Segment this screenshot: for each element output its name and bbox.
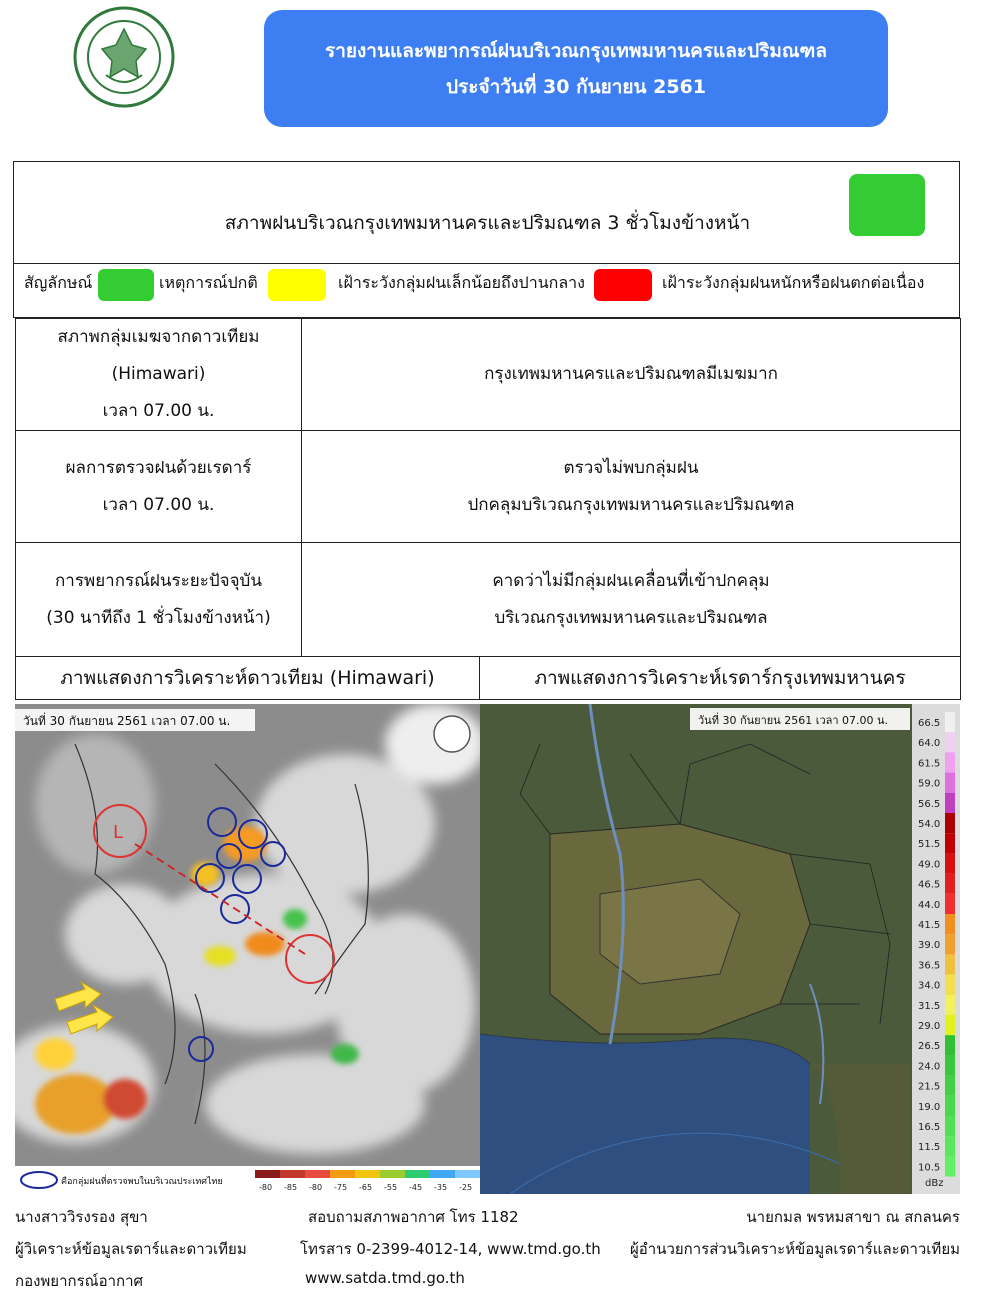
row-value-radar: ตรวจไม่พบกลุ่มฝน ปกคลุมบริเวณกรุงเทพมหานครและปริมณฑล (302, 431, 961, 543)
dbz-label: 66.5 (918, 718, 941, 729)
legend-swatch-green (98, 269, 154, 301)
sat-scale-swatch (255, 1170, 280, 1178)
dbz-swatch (945, 934, 955, 954)
tmd-logo (72, 5, 176, 109)
dbz-label: 24.0 (918, 1061, 941, 1073)
sat-scale-label: -80 (259, 1183, 273, 1192)
dbz-label: 61.5 (918, 758, 941, 770)
satellite-image-header: ภาพแสดงการวิเคราะห์ดาวเทียม (Himawari) (15, 656, 480, 700)
dbz-label: 51.5 (918, 839, 941, 851)
sat-scale-swatch (355, 1170, 380, 1178)
legend-prefix: สัญลักษณ์ (24, 273, 93, 292)
contact-fax-website: โทรสาร 0-2399-4012-14, www.tmd.go.th (300, 1240, 601, 1258)
satellite-legend-note: คือกลุ่มฝนที่ตรวจพบในบริเวณประเทศไทย (61, 1177, 223, 1187)
sat-scale-label: -45 (409, 1183, 423, 1192)
row-label-satellite: สภาพกลุ่มเมฆจากดาวเทียม (Himawari) เวลา 07.00 น. (16, 319, 302, 431)
sat-scale-swatch (405, 1170, 430, 1178)
radar-timestamp: วันที่ 30 กันยายน 2561 เวลา 07.00 น. (698, 714, 889, 727)
dbz-swatch (945, 813, 955, 833)
dbz-swatch (945, 712, 955, 732)
contact-phone: สอบถามสภาพอากาศ โทร 1182 (308, 1208, 519, 1226)
table-row (16, 431, 961, 543)
legend-yellow-label: เฝ้าระวังกลุ่มฝนเล็กน้อยถึงปานกลาง (338, 273, 585, 292)
dbz-label: 11.5 (918, 1142, 941, 1154)
radar-image (480, 704, 960, 1194)
legend-swatch-yellow (268, 269, 326, 301)
satda-website: www.satda.tmd.go.th (305, 1269, 465, 1287)
legend-red-label: เฝ้าระวังกลุ่มฝนหนักหรือฝนตกต่อเนื่อง (662, 273, 925, 292)
dbz-label: 36.5 (918, 960, 941, 972)
sat-scale-swatch (380, 1170, 405, 1178)
dbz-label: 64.0 (918, 738, 941, 750)
dbz-swatch (945, 1055, 955, 1075)
director-name: นายกมล พรหมสาขา ณ สกลนคร (746, 1208, 960, 1226)
sat-scale-label: -55 (384, 1183, 398, 1192)
dbz-label: 46.5 (918, 879, 941, 891)
report-header (264, 10, 888, 127)
sat-scale-swatch (305, 1170, 330, 1178)
dbz-swatch (945, 914, 955, 934)
sat-scale-swatch (455, 1170, 480, 1178)
dbz-label: 49.0 (918, 859, 941, 871)
dbz-label: 26.5 (918, 1041, 941, 1053)
dbz-unit: dBz (925, 1178, 944, 1189)
dbz-label: 54.0 (918, 819, 941, 830)
analyst-name: นางสาววิรงรอง สุขา (15, 1208, 148, 1226)
dbz-swatch (945, 1015, 955, 1035)
dbz-swatch (945, 793, 955, 813)
report-title: รายงานและพยากรณ์ฝนบริเวณกรุงเทพมหานครและปริมณฑล (325, 39, 827, 62)
dbz-swatch (945, 954, 955, 974)
legend-green-label: เหตุการณ์ปกติ (159, 273, 258, 292)
dbz-label: 44.0 (918, 899, 941, 911)
radar-image-header: ภาพแสดงการวิเคราะห์เรดาร์กรุงเทพมหานคร (479, 656, 961, 700)
sat-scale-label: -65 (359, 1183, 373, 1192)
dbz-swatch (945, 1116, 955, 1136)
dbz-label: 19.0 (918, 1101, 941, 1113)
report-date: ประจำวันที่ 30 กันยายน 2561 (445, 75, 707, 98)
sat-scale-label: -75 (334, 1183, 348, 1192)
low-pressure-label: L (113, 822, 124, 843)
sat-scale-label: -80 (309, 1183, 323, 1192)
dbz-label: 21.5 (918, 1081, 941, 1093)
forecast-section-title (13, 161, 960, 264)
table-row (16, 319, 961, 431)
dbz-swatch (945, 1096, 955, 1116)
dbz-swatch (945, 874, 955, 894)
sat-scale-swatch (330, 1170, 355, 1178)
symbol-legend (13, 263, 960, 318)
sat-scale-label: -25 (459, 1183, 473, 1192)
dbz-swatch (945, 833, 955, 853)
dbz-swatch (945, 1076, 955, 1096)
status-indicator-green (849, 174, 925, 236)
dbz-label: 59.0 (918, 778, 941, 790)
dbz-swatch (945, 853, 955, 873)
row-value-satellite: กรุงเทพมหานครและปริมณฑลมีเมฆมาก (302, 319, 961, 431)
sat-scale-swatch (280, 1170, 305, 1178)
dbz-label: 31.5 (918, 1000, 941, 1012)
table-row (16, 543, 961, 657)
satellite-timestamp: วันที่ 30 กันยายน 2561 เวลา 07.00 น. (23, 714, 231, 728)
sat-scale-swatch (430, 1170, 455, 1178)
dbz-swatch (945, 995, 955, 1015)
director-title: ผู้อำนวยการส่วนวิเคราะห์ข้อมูลเรดาร์และดาวเทียม (629, 1240, 960, 1258)
dbz-label: 29.0 (918, 1021, 941, 1032)
analyst-title: ผู้วิเคราะห์ข้อมูลเรดาร์และดาวเทียม (15, 1240, 247, 1258)
dbz-swatch (945, 1156, 955, 1176)
dbz-swatch (945, 752, 955, 772)
satellite-image (15, 704, 480, 1194)
row-value-nowcast: คาดว่าไม่มีกลุ่มฝนเคลื่อนที่เข้าปกคลุม บริเวณกรุงเทพมหานครและปริมณฑล (302, 543, 961, 657)
dbz-label: 41.5 (918, 920, 941, 931)
dbz-swatch (945, 773, 955, 793)
dbz-label: 34.0 (918, 980, 941, 992)
row-label-nowcast: การพยากรณ์ฝนระยะปัจจุบัน (30 นาทีถึง 1 ชั่วโมงข้างหน้า) (16, 543, 302, 657)
dbz-label: 16.5 (918, 1122, 941, 1133)
satellite-logo (434, 716, 470, 752)
dbz-label: 39.0 (918, 940, 941, 952)
dbz-swatch (945, 732, 955, 752)
sat-scale-label: -35 (434, 1183, 448, 1192)
row-label-radar: ผลการตรวจฝนด้วยเรดาร์ เวลา 07.00 น. (16, 431, 302, 543)
dbz-swatch (945, 1035, 955, 1055)
department-name: กองพยากรณ์อากาศ (15, 1272, 144, 1290)
dbz-label: 10.5 (918, 1162, 941, 1174)
dbz-label: 56.5 (918, 798, 941, 810)
sat-scale-label: -85 (284, 1183, 298, 1192)
dbz-swatch (945, 1136, 955, 1156)
weather-info-table (15, 318, 961, 657)
dbz-swatch (945, 975, 955, 995)
radar-dbz-scale (918, 712, 955, 1177)
section-title-text: สภาพฝนบริเวณกรุงเทพมหานครและปริมณฑล 3 ชั่วโมงข้างหน้า (224, 212, 751, 234)
legend-swatch-red (594, 269, 652, 301)
dbz-swatch (945, 894, 955, 914)
